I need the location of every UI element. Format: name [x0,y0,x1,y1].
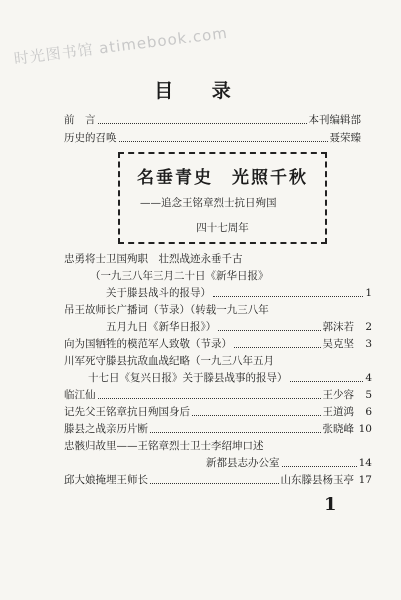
toc-entry-line[interactable] [64,422,372,436]
entry-author: 张晓峰 [322,423,354,435]
toc-entry-line[interactable]: 忠骸归故里——王铭章烈士卫士李绍坤口述 [64,440,264,452]
toc-entry-line[interactable] [64,473,372,487]
entry-title: 邱大娘掩埋王师长 [64,474,148,486]
entry-title: 前 言 [64,114,96,126]
entry-author: 新都县志办公室 [206,457,280,469]
toc-entry-line [206,456,372,470]
entry-title: 历史的召唤 [64,132,117,144]
toc-entry-line: （一九三八年三月二十日《新华日报》 [90,270,269,282]
page-ref: 5 [365,389,372,401]
entry-title: 十七日《复兴日报》关于滕县战事的报导） [88,372,288,384]
leader-dots [98,123,307,124]
toc-entry-line[interactable] [64,337,372,351]
leader-dots [150,432,321,433]
toc-entry-line [106,320,372,334]
entry-author: 郭沫若 [322,321,354,333]
toc-title: 目 录 [154,80,247,102]
feature-section-subtitle: ——追念王铭章烈士抗日殉国 [140,197,277,209]
page-number: 1 [324,494,337,515]
entry-author: 王少容 [322,389,354,401]
leader-dots [98,398,321,399]
entry-title: 五月九日《新华日报》） [106,321,217,333]
toc-entry-line [106,286,372,300]
entry-title: 关于滕县战斗的报导） [106,287,211,299]
leader-dots [282,466,357,467]
feature-section-subtitle-cont: 四十七周年 [196,222,249,234]
leader-dots [234,347,321,348]
entry-author: 本刊编辑部 [308,114,361,126]
page-ref: 2 [365,321,372,333]
page-ref: 6 [365,406,372,418]
page-ref: 17 [358,474,372,486]
toc-entry-call-of-history[interactable] [64,131,361,145]
entry-author: 山东滕县杨玉亭 [280,474,354,486]
leader-dots [192,415,321,416]
feature-section-box [118,152,327,244]
leader-dots [119,141,328,142]
feature-section-title: 名垂青史 光照千秋 [137,168,308,188]
entry-author: 王道鸿 [322,406,354,418]
toc-entry-line [88,371,372,385]
toc-entry-line[interactable] [64,388,372,402]
entry-title: 滕县之战亲历片断 [64,423,148,435]
toc-entry-line[interactable] [64,405,372,419]
page-ref: 1 [365,287,372,299]
leader-dots [290,381,364,382]
page-ref: 10 [358,423,372,435]
entry-author: 吴克坚 [322,338,354,350]
toc-entry-preface[interactable] [64,113,361,127]
leader-dots [150,483,279,484]
entry-author: 聂荣臻 [329,132,361,144]
leader-dots [218,330,320,331]
site-watermark: 时光图书馆 atimebook.com [12,23,229,68]
page-ref: 14 [358,457,372,469]
page-ref: 4 [365,372,372,384]
leader-dots [213,296,363,297]
entry-title: 临江仙 [64,389,96,401]
entry-title: 记先父王铭章抗日殉国身后 [64,406,190,418]
toc-entry-line[interactable]: 忠勇将士卫国殉职 壮烈战迹永垂千古 [64,253,243,265]
page-ref: 3 [365,338,372,350]
entry-title: 向为国牺牲的模范军人致敬（节录） [64,338,232,350]
toc-entry-line[interactable]: 吊王故师长广播词（节录）（转载一九三八年 [64,304,269,316]
toc-entry-line[interactable]: 川军死守滕县抗敌血战纪略（一九三八年五月 [64,355,274,367]
